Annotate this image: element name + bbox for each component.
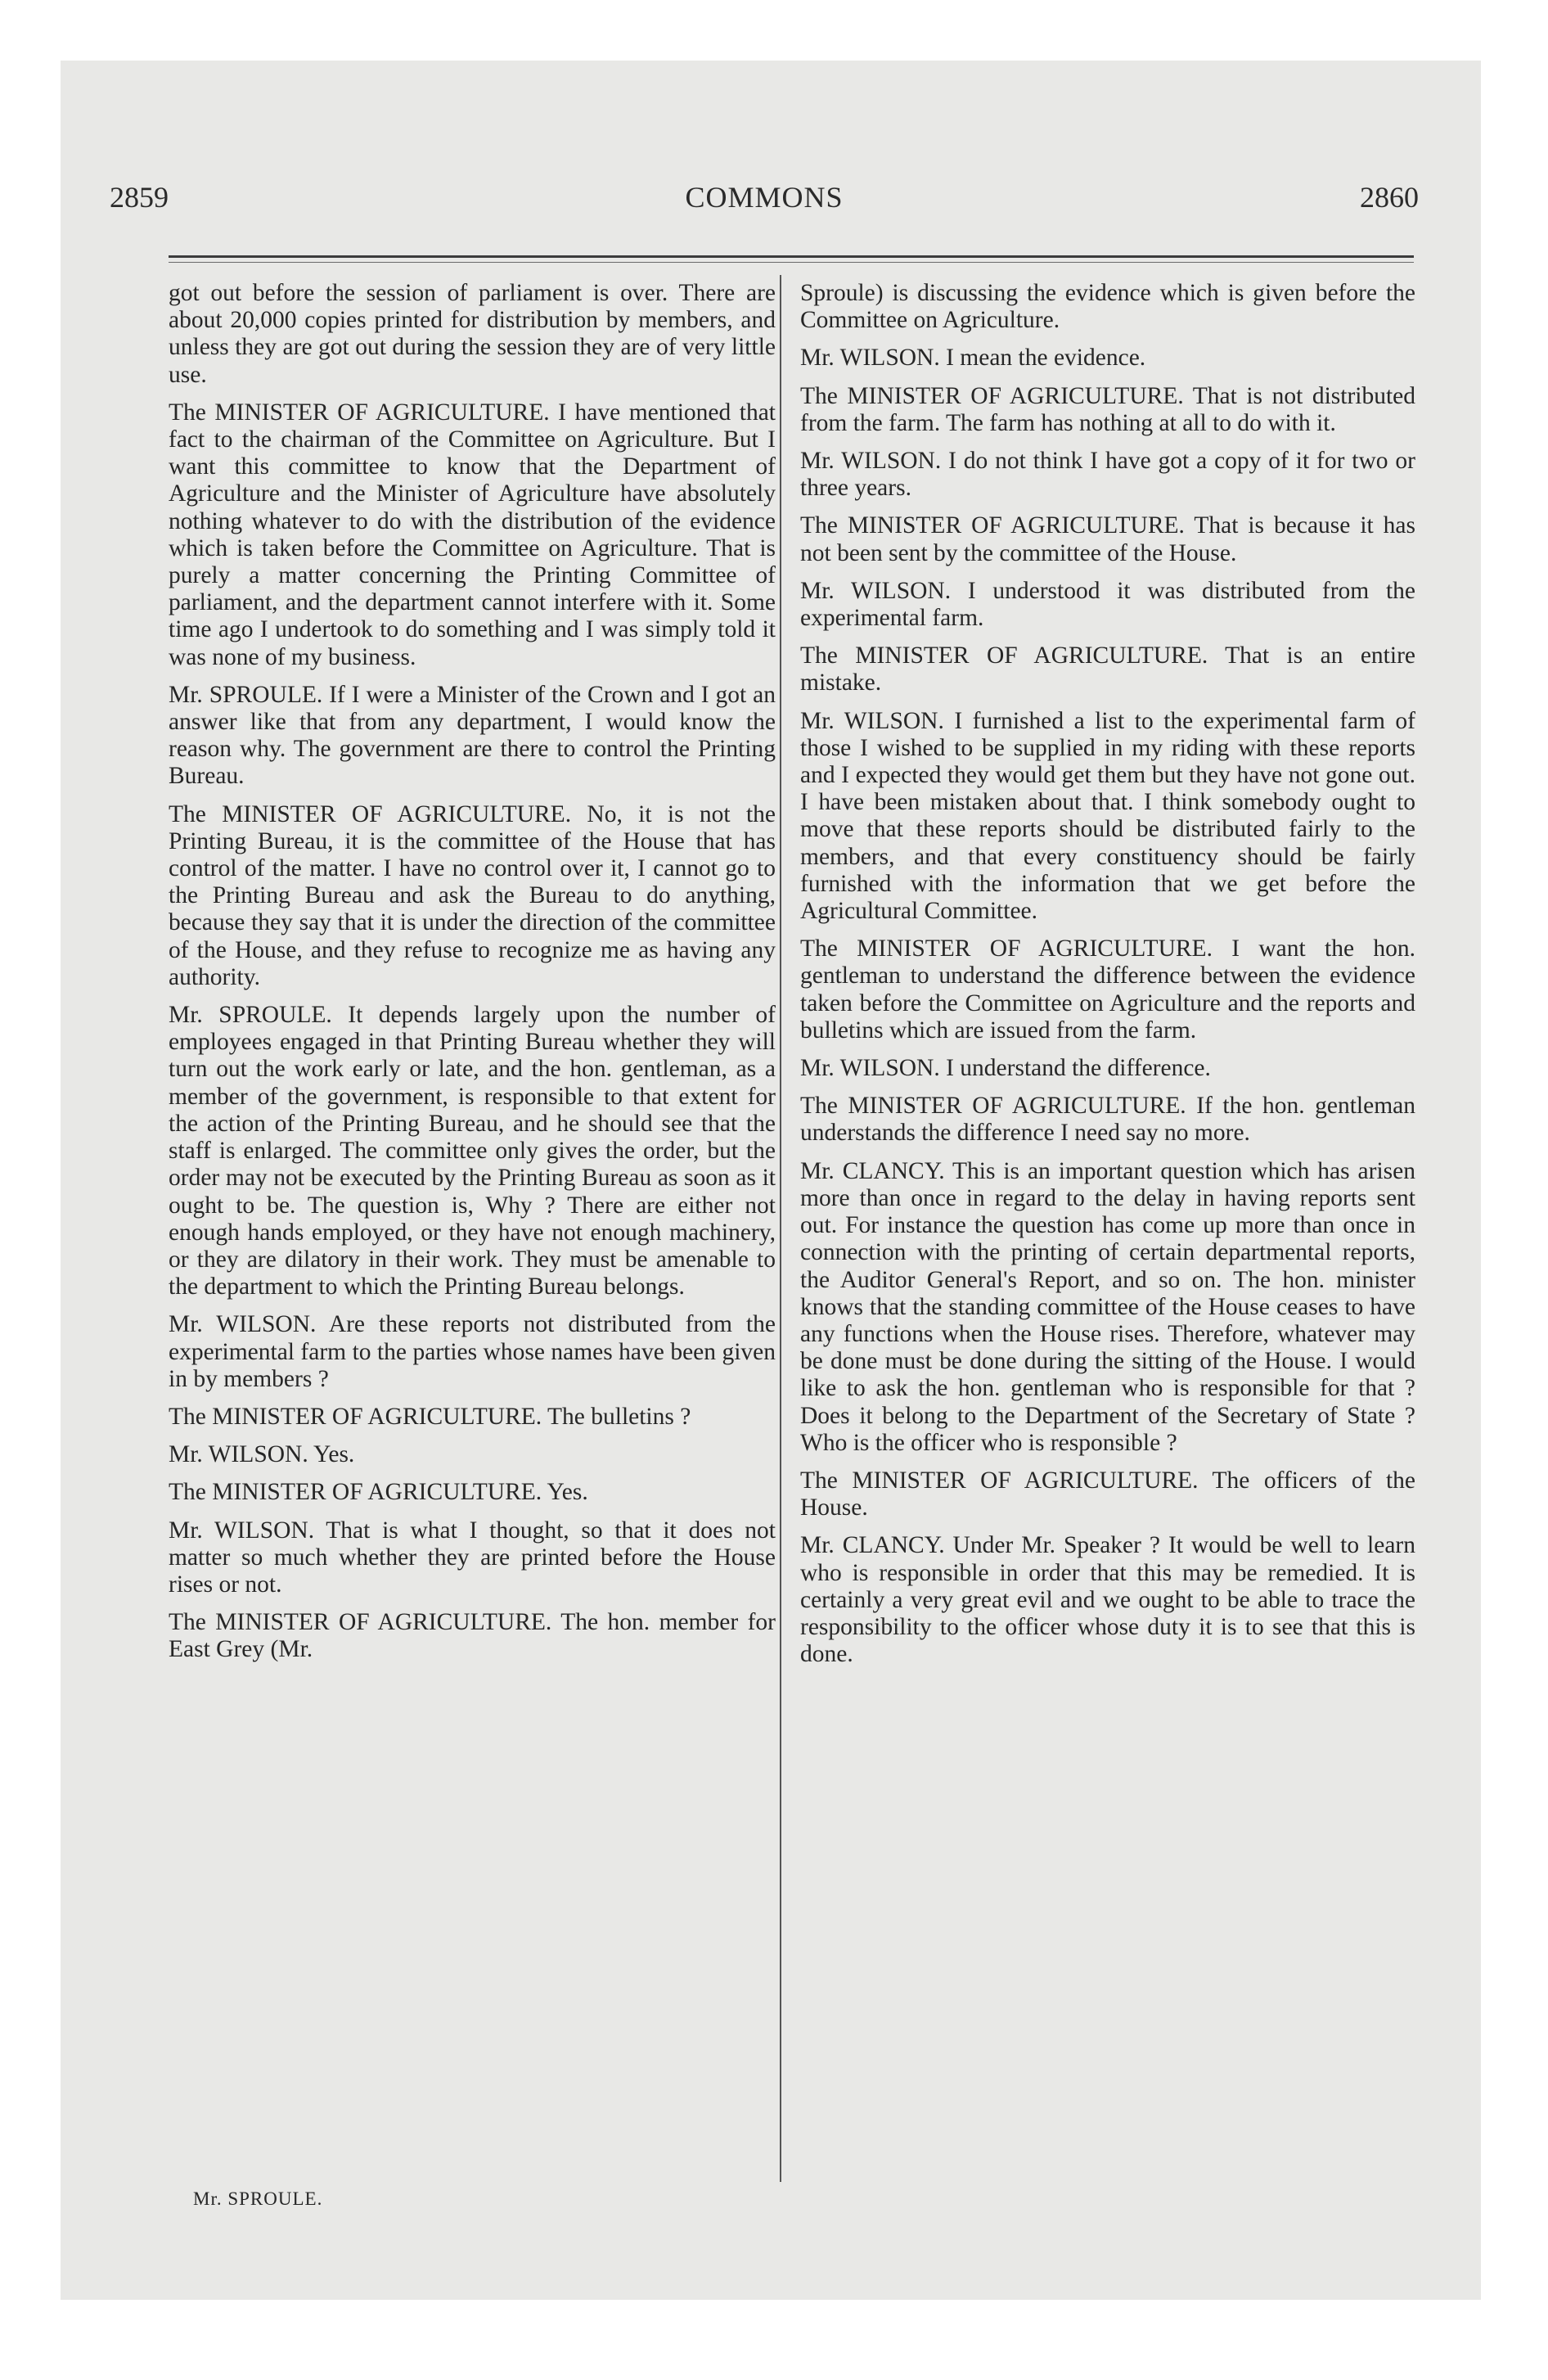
paragraph: Mr. WILSON. I understand the difference. bbox=[800, 1055, 1211, 1082]
right-column bbox=[800, 280, 1415, 1679]
paragraph: The MINISTER OF AGRICULTURE. I have mentioned that fact to the chairman of the Committee on Agriculture. But I want this committee to know that the Department of Agriculture and the Minister of Agriculture have absolutely nothing whatever to do with the distribution of the evidence which is taken before the Committee on Agriculture. That is purely a matter concerning the Printing Committee of parliament, and the department cannot interfere with it. Some time ago I undertook to do something and I was simply told it was none of my business. bbox=[169, 399, 776, 670]
paragraph: Mr. WILSON. I furnished a list to the experimental farm of those I wished to be supplied in my riding with these reports and I expected they would get them but they have not gone out. I have been mistaken about that. I think somebody ought to move that these reports should be distributed fairly to the members, and that every constituency should be fairly furnished with the information that we get before the Agricultural Committee. bbox=[800, 707, 1415, 925]
paragraph: The MINISTER OF AGRICULTURE. I want the hon. gentleman to understand the difference between the evidence taken before the Committee on Agriculture and the reports and bulletins which are issued from the farm. bbox=[800, 935, 1415, 1044]
paragraph: Mr. WILSON. Are these reports not distributed from the experimental farm to the parties whose names have been given in by members ? bbox=[169, 1311, 776, 1392]
paragraph: The MINISTER OF AGRICULTURE. That is an entire mistake. bbox=[800, 642, 1415, 696]
paragraph: Sproule) is discussing the evidence which is given before the Committee on Agriculture. bbox=[800, 280, 1415, 334]
paragraph: Mr. CLANCY. This is an important question which has arisen more than once in regard to the delay in having reports sent out. For instance the question has come up more than once in connection with the printing of certain departmental reports, the Auditor General's Report, and so on. The hon. minister knows that the standing committee of the House ceases to have any functions when the House rises. Therefore, whatever may be done must be done during the sitting of the House. I would like to ask the hon. gentleman who is responsible for that ? Does it belong to the Department of the Secretary of State ? Who is the officer who is responsible ? bbox=[800, 1157, 1415, 1456]
paragraph: Mr. SPROULE. It depends largely upon the number of employees engaged in that Printing Bureau whether they will turn out the work early or late, and the hon. gentleman, as a member of the government, is responsible to that extent for the action of the Printing Bureau, and he should see that the staff is enlarged. The committee only gives the order, but the order may not be executed by the Printing Bureau as soon as it ought to be. The question is, Why ? There are either not enough hands employed, or they have not enough machinery, or they are dilatory in their work. They must be amenable to the department to which the Printing Bureau belongs. bbox=[169, 1002, 776, 1300]
paragraph: got out before the session of parliament is over. There are about 20,000 copies printed for distribution by members, and unless they are got out during the session they are of very little use. bbox=[169, 280, 776, 388]
paragraph: The MINISTER OF AGRICULTURE. That is because it has not been sent by the committee of the House. bbox=[800, 512, 1415, 566]
paragraph: Mr. WILSON. Yes. bbox=[169, 1441, 355, 1468]
page-number-right: 2860 bbox=[1360, 181, 1419, 214]
paragraph: Mr. WILSON. That is what I thought, so that it does not matter so much whether they are printed before the House rises or not. bbox=[169, 1517, 776, 1598]
paragraph: Mr. WILSON. I do not think I have got a copy of it for two or three years. bbox=[800, 448, 1415, 502]
header-rule-thick bbox=[169, 255, 1414, 258]
left-column bbox=[169, 280, 776, 1675]
paragraph: Mr. SPROULE. If I were a Minister of the Crown and I got an answer like that from any department, I would know the reason why. The government are there to control the Printing Bureau. bbox=[169, 681, 776, 790]
header-rule-thin bbox=[169, 262, 1414, 263]
page-header bbox=[110, 180, 1419, 229]
paragraph: The MINISTER OF AGRICULTURE. The hon. member for East Grey (Mr. bbox=[169, 1609, 776, 1663]
page-number-left: 2859 bbox=[110, 181, 169, 214]
paragraph: The MINISTER OF AGRICULTURE. Yes. bbox=[169, 1479, 588, 1506]
paragraph: Mr. CLANCY. Under Mr. Speaker ? It would be well to learn who is responsible in order that this may be remedied. It is certainly a very great evil and we ought to be able to trace the responsibility to the officer whose duty it is to see that this is done. bbox=[800, 1532, 1415, 1668]
paragraph: The MINISTER OF AGRICULTURE. If the hon. gentleman understands the difference I need say no more. bbox=[800, 1093, 1415, 1147]
speaker-footer-note: Mr. SPROULE. bbox=[193, 2188, 323, 2209]
page-title: COMMONS bbox=[685, 181, 844, 214]
paragraph: The MINISTER OF AGRICULTURE. The officers of the House. bbox=[800, 1467, 1415, 1521]
paragraph: The MINISTER OF AGRICULTURE. No, it is not the Printing Bureau, it is the committee of the House that has control of the matter. I have no control over it, I cannot go to the Printing Bureau and ask the Bureau to do anything, because they say that it is under the direction of the committee of the House, and they refuse to recognize me as having any authority. bbox=[169, 800, 776, 990]
paragraph: Mr. WILSON. I mean the evidence. bbox=[800, 345, 1146, 372]
column-divider bbox=[780, 275, 781, 2182]
paragraph: The MINISTER OF AGRICULTURE. The bulletins ? bbox=[169, 1403, 691, 1430]
paragraph: Mr. WILSON. I understood it was distributed from the experimental farm. bbox=[800, 577, 1415, 632]
paragraph: The MINISTER OF AGRICULTURE. That is not distributed from the farm. The farm has nothing at all to do with it. bbox=[800, 382, 1415, 436]
